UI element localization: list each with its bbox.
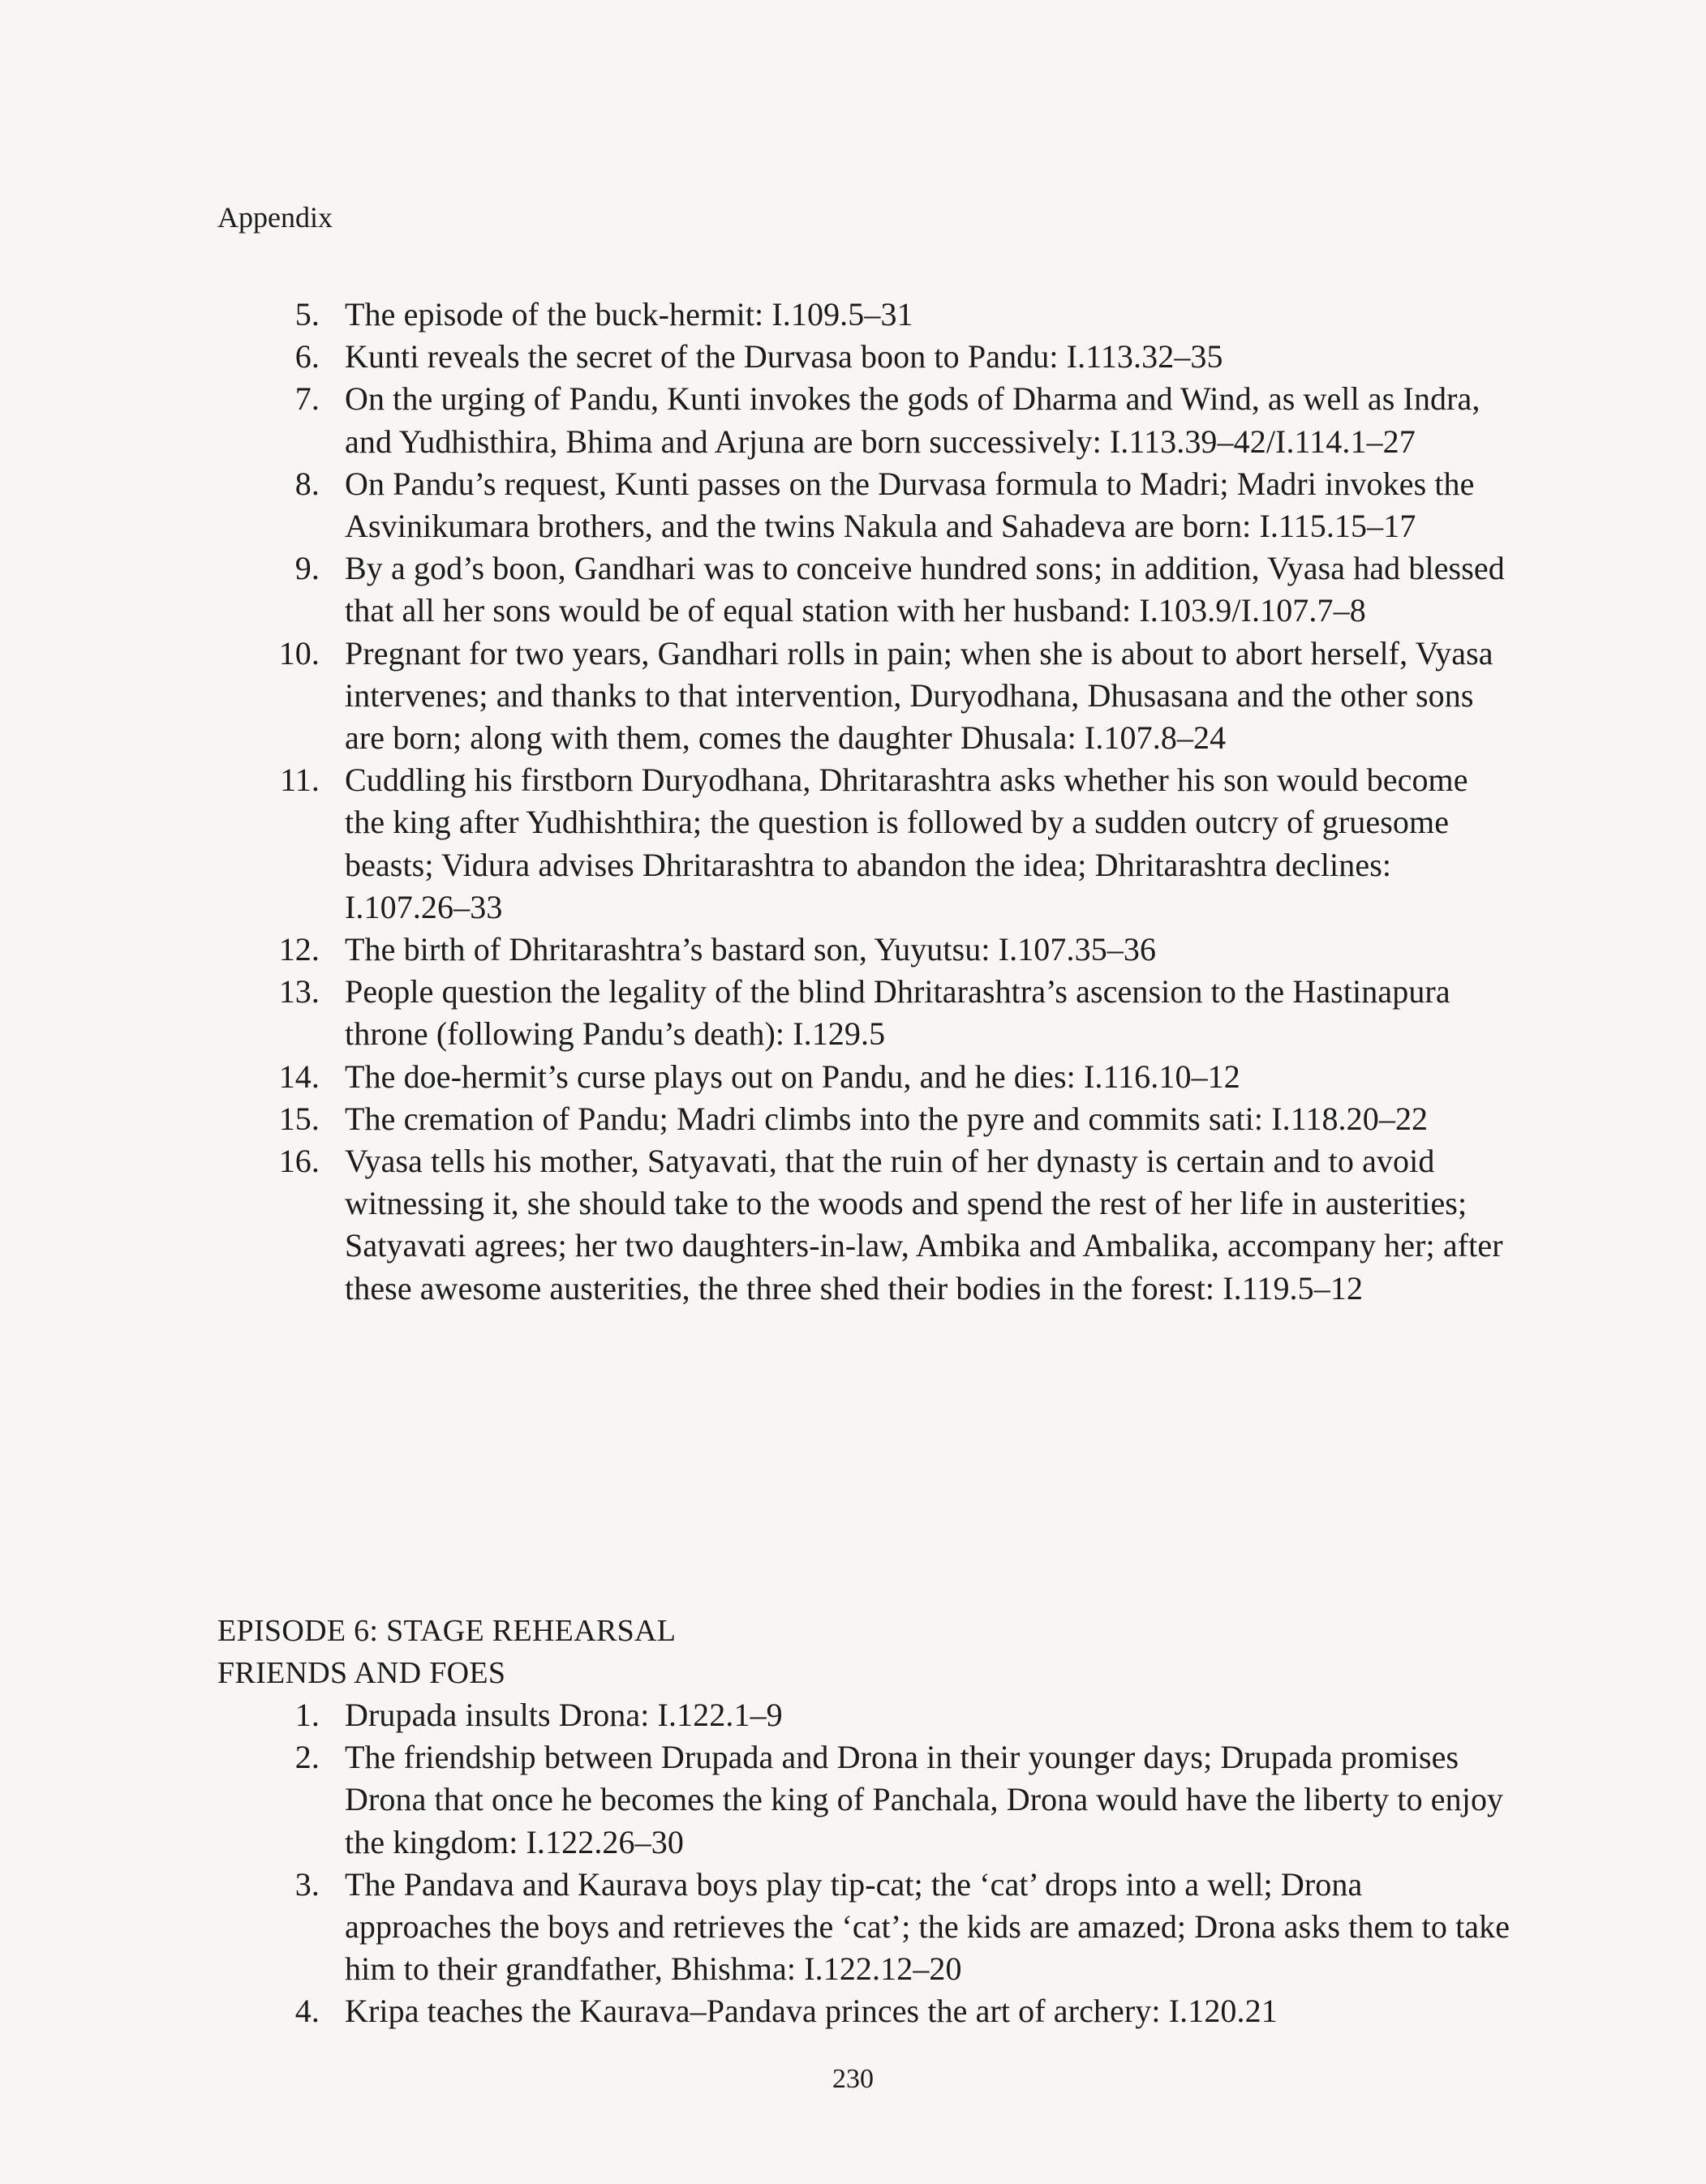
item-text: On Pandu’s request, Kunti passes on the Durvasa formula to Madri; Madri invokes the Asvinikumara brothers, and the twins Nakula and Sahadeva are born: I.115.15–17	[345, 465, 1475, 545]
item-text: On the urging of Pandu, Kunti invokes the gods of Dharma and Wind, as well as Indra, and Yudhisthira, Bhima and Arjuna are born successively: I.113.39–42/I.114.1–27	[345, 380, 1480, 460]
numbered-list	[217, 1694, 1515, 2033]
item-number: 10.	[278, 634, 320, 672]
item-text: Drupada insults Drona: I.122.1–9	[345, 1697, 783, 1733]
numbered-list	[217, 294, 1515, 1310]
list-item	[217, 759, 1515, 929]
list-item	[217, 971, 1515, 1055]
list-item	[217, 1864, 1515, 1991]
item-text: The episode of the buck-hermit: I.109.5–31	[345, 296, 913, 333]
item-number: 4.	[294, 1993, 320, 2030]
page-number: 230	[832, 2064, 874, 2094]
list-item	[217, 1140, 1515, 1310]
item-text: Kunti reveals the secret of the Durvasa boon to Pandu: I.113.32–35	[345, 338, 1223, 375]
list-item	[217, 1736, 1515, 1864]
item-number: 2.	[294, 1739, 320, 1776]
item-number: 3.	[294, 1865, 320, 1903]
item-text: By a god’s boon, Gandhari was to conceive hundred sons; in addition, Vyasa had blessed that all her sons would be of equal station with her husband: I.103.9/I.107.7–8	[345, 550, 1505, 629]
item-number: 11.	[280, 762, 320, 799]
item-number: 13.	[278, 973, 320, 1010]
running-head: Appendix	[217, 201, 333, 234]
list-one-container	[217, 294, 1515, 1310]
item-text: The cremation of Pandu; Madri climbs into the pyre and commits sati: I.118.20–22	[345, 1100, 1429, 1137]
list-item	[217, 294, 1515, 336]
item-number: 6.	[294, 338, 320, 375]
item-text: The birth of Dhritarashtra’s bastard son, Yuyutsu: I.107.35–36	[345, 931, 1157, 968]
item-number: 9.	[294, 550, 320, 587]
list-item	[217, 336, 1515, 378]
item-number: 5.	[294, 296, 320, 333]
list-item	[217, 1694, 1515, 1736]
item-text: The Pandava and Kaurava boys play tip-cat; the ‘cat’ drops into a well; Drona approaches the boys and retrieves the ‘cat’; the kids are amazed; Drona asks them to take him to their grandfather, Bhishma: I.122.12–20	[345, 1865, 1510, 1988]
list-item	[217, 1098, 1515, 1140]
item-number: 14.	[278, 1058, 320, 1095]
item-number: 12.	[278, 931, 320, 968]
list-item	[217, 929, 1515, 971]
item-text: The doe-hermit’s curse plays out on Pandu, and he dies: I.116.10–12	[345, 1058, 1240, 1095]
item-number: 8.	[294, 465, 320, 502]
item-text: Vyasa tells his mother, Satyavati, that the ruin of her dynasty is certain and to avoid witnessing it, she should take to the woods and spend the rest of her life in austerities; Satyavati agrees; her two daughters-in-law, Ambika and Ambalika, accompany her; after these awesome austerities, the three shed their bodies in the forest: I.119.5–12	[345, 1143, 1503, 1307]
item-number: 15.	[278, 1100, 320, 1137]
episode-section	[217, 1610, 1515, 2033]
item-text: Kripa teaches the Kaurava–Pandava princes the art of archery: I.120.21	[345, 1993, 1278, 2030]
item-text: The friendship between Drupada and Drona in their younger days; Drupada promises Drona that once he becomes the king of Panchala, Drona would have the liberty to enjoy the kingdom: I.122.26–30	[345, 1739, 1504, 1860]
section-subheading: FRIENDS AND FOES	[217, 1656, 506, 1690]
item-text: People question the legality of the blind Dhritarashtra’s ascension to the Hastinapura throne (following Pandu’s death): I.129.5	[345, 973, 1450, 1053]
item-text: Cuddling his firstborn Duryodhana, Dhritarashtra asks whether his son would become the king after Yudhishthira; the question is followed by a sudden outcry of gruesome beasts; Vidura advises Dhritarashtra to abandon the idea; Dhritarashtra declines: I.107.26–33	[345, 762, 1468, 925]
list-item	[217, 547, 1515, 632]
list-item	[217, 1990, 1515, 2032]
list-item	[217, 1056, 1515, 1098]
list-item	[217, 633, 1515, 760]
item-number: 1.	[294, 1697, 320, 1733]
section-heading: EPISODE 6: STAGE REHEARSAL	[217, 1614, 677, 1648]
list-item	[217, 463, 1515, 547]
list-item	[217, 378, 1515, 462]
item-number: 16.	[278, 1143, 320, 1180]
item-number: 7.	[294, 380, 320, 418]
item-text: Pregnant for two years, Gandhari rolls in pain; when she is about to abort herself, Vyasa intervenes; and thanks to that intervention, Duryodhana, Dhusasana and the other sons are born; along with them, comes the daughter Dhusala: I.107.8–24	[345, 634, 1493, 757]
